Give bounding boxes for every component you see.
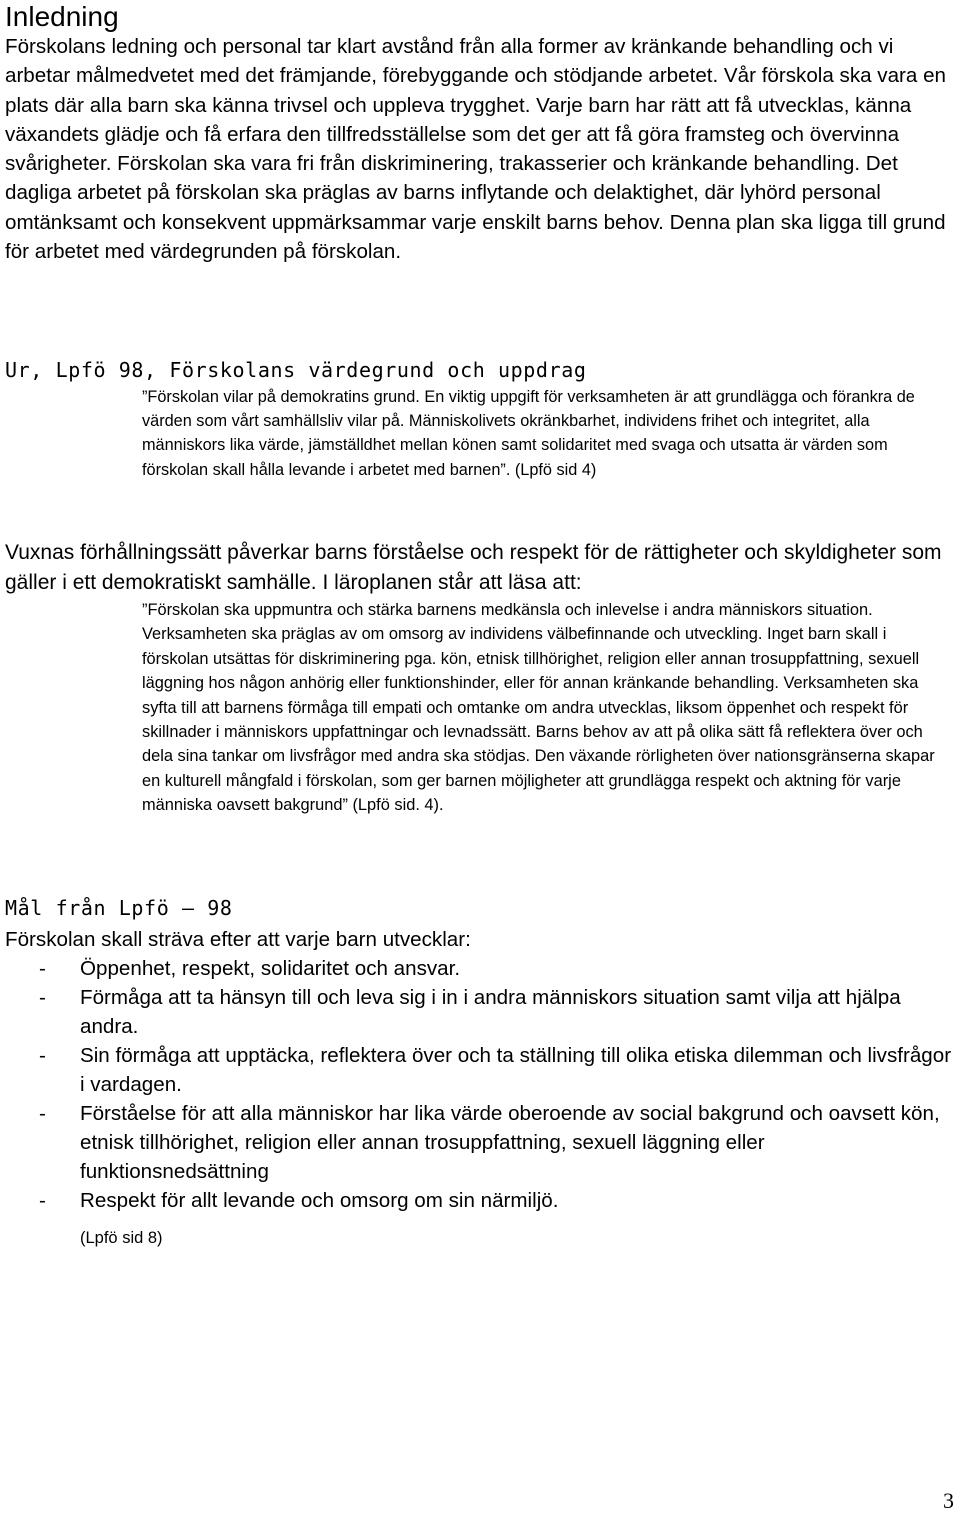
goal-item xyxy=(5,1099,955,1186)
adults-approach-paragraph: Vuxnas förhållningssätt påverkar barns förståelse och respekt för de rättigheter och skyldigheter som gäller i ett demokratiskt samhälle. I läroplanen står att läsa att: xyxy=(5,541,942,594)
goal-text: Förståelse för att alla människor har lika värde oberoende av social bakgrund och oavsett kön, etnisk tillhörighet, religion eller annan trosuppfattning, sexuell läggning eller funktionsnedsättning xyxy=(80,1102,940,1183)
goals-list xyxy=(5,954,955,1215)
dash-bullet: - xyxy=(39,1189,46,1212)
goal-item xyxy=(5,1186,955,1215)
goal-text: Respekt för allt levande och omsorg om sin närmiljö. xyxy=(80,1189,559,1212)
values-quote: ”Förskolan vilar på demokratins grund. En viktig uppgift för verksamheten är att grundlägga och förankra de värden som vårt samhällsliv vilar på. Människolivets okränkbarhet, individens frihet och integritet, alla människors lika värde, jämställdhet mellan könen samt solidaritet med svaga och utsatta är värden som förskolan skall hålla levande i arbetet med barnen”. (Lpfö sid 4) xyxy=(142,388,915,479)
goal-item xyxy=(5,954,955,983)
intro-paragraph: Förskolans ledning och personal tar klart avstånd från alla former av kränkande behandling och vi arbetar målmedvetet med det främjande, förebyggande och stödjande arbetet. Vår förskola ska vara en plats där alla barn ska känna trivsel och uppleva trygghet. Varje barn har rätt att få utvecklas, känna växandets glädje och få erfara den tillfredsställelse som det ger att få göra framsteg och övervinna svårigheter. Förskolan ska vara fri från diskriminering, trakasserier och kränkande behandling. Det dagliga arbetet på förskolan ska präglas av barns inflytande och delaktighet, där lyhörd personal omtänksamt och konsekvent uppmärksammar varje enskilt barns behov. Denna plan ska ligga till grund för arbetet med värdegrunden på förskolan. xyxy=(5,35,946,264)
goal-item xyxy=(5,983,955,1041)
values-section xyxy=(5,355,955,482)
goal-text: Öppenhet, respekt, solidaritet och ansvar. xyxy=(80,957,461,980)
goal-text: Sin förmåga att upptäcka, reflektera över och ta ställning till olika etiska dilemman och livsfrågor i vardagen. xyxy=(80,1044,952,1096)
dash-bullet: - xyxy=(39,1102,46,1125)
dash-bullet: - xyxy=(39,1044,46,1067)
section-heading-goals: Mål från Lpfö – 98 xyxy=(5,896,233,920)
goal-item xyxy=(5,1041,955,1099)
goals-intro: Förskolan skall sträva efter att varje barn utvecklar: xyxy=(5,928,471,951)
goal-text: Förmåga att ta hänsyn till och leva sig i in i andra människors situation samt vilja att hjälpa andra. xyxy=(80,986,901,1038)
goals-reference: (Lpfö sid 8) xyxy=(80,1229,163,1247)
page-number: 3 xyxy=(943,1488,954,1513)
dash-bullet: - xyxy=(39,986,46,1009)
section-heading-values: Ur, Lpfö 98, Förskolans värdegrund och uppdrag xyxy=(5,358,587,382)
section-heading-inledning: Inledning xyxy=(5,1,119,32)
dash-bullet: - xyxy=(39,957,46,980)
curriculum-quote: ”Förskolan ska uppmuntra och stärka barnens medkänsla och inlevelse i andra människors situation. Verksamheten ska präglas av om omsorg av individens välbefinnande och utveckling. Inget barn skall i förskolan utsättas för diskriminering pga. kön, etnisk tillhörighet, religion eller annan trosuppfattning, sexuell läggning hos någon anhörig eller funktionshinder, eller för annan kränkande behandling. Verksamheten ska syfta till att barnens förmåga till empati och omtanke om andra utvecklas, liksom öppenhet och respekt för skillnader i människors uppfattningar och levnadssätt. Barns behov av att på olika sätt få reflektera över och dela sina tankar om livsfrågor med andra ska stödjas. Den växande rörligheten över nationsgränserna skapar en kulturell mångfald i förskolan, som ger barnen möjligheter att grundlägga respekt och aktning för varje människa oavsett bakgrund” (Lpfö sid. 4). xyxy=(142,601,935,815)
